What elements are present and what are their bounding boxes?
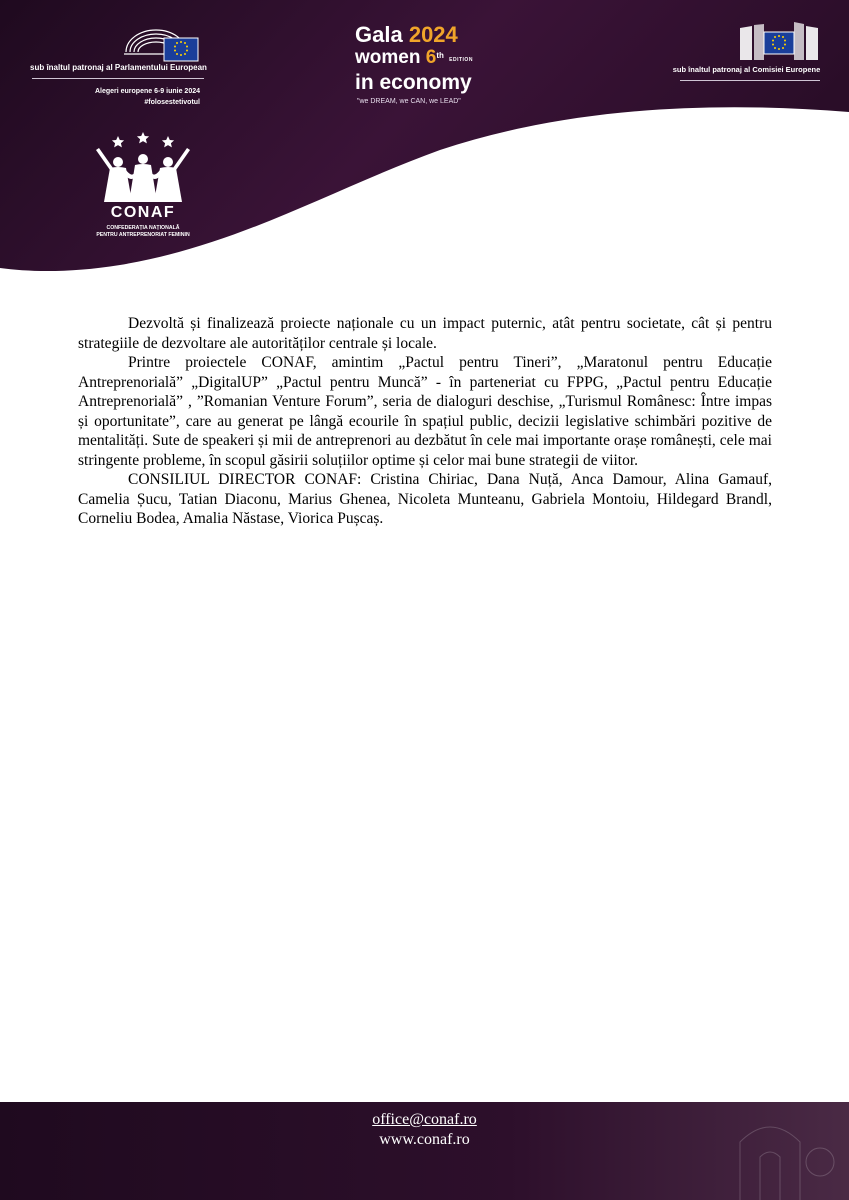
ep-hashtag: #folosestetivotul [144,99,200,106]
european-commission-logo [738,20,820,62]
page-footer [0,1102,849,1200]
conaf-women-logo [88,126,198,206]
conaf-full-line1: CONFEDERAȚIA NAȚIONALĂ [106,225,180,231]
gala-women: women [355,47,421,68]
conaf-name: CONAF [110,204,176,221]
european-parliament-logo [120,18,202,63]
gala-year: 2024 [408,22,458,47]
ep-patronage-text: sub înaltul patronaj al Parlamentului European [30,63,207,72]
ep-divider [32,78,204,79]
gala-word: Gala [355,22,403,47]
ep-elections-block [60,86,200,108]
conaf-full-line2: PENTRU ANTREPRENORIAT FEMININ [96,232,190,238]
gala-logo [355,22,505,105]
conaf-full-name [78,225,208,239]
ec-divider [680,80,820,81]
gala-economy: in economy [355,71,472,94]
gala-edition-suffix: th [436,51,444,60]
paragraph-projects-list: Printre proiectele CONAF, amintim „Pactul pentru Tineri”, „Maratonul pentru Educație Antreprenorială” „DigitalUP” „Pactul pentru Muncă” - în parteneriat cu FPPG, „Pactul pentru Educație Antreprenorială” , ”Romanian Venture Forum”, seria de dialoguri deschise, „Turismul Românesc: Între impas și oportunitate”, care au generat pe lângă ecourile în spațiul public, decizii legislative schimbări pozitive de mentalități. Sute de speakeri și mii de antreprenori au dezbătut în cele mai importante orașe românești, cele mai stringente probleme, în scopul găsirii soluțiilor optime și celor mai bune strategii de viitor. [78,354,772,469]
paragraph-projects-impact: Dezvoltă și finalizează proiecte naționale cu un impact puternic, atât pentru societate, cât și pentru strategiile de dezvoltare ale autorităților centrale și locale. [78,315,772,352]
footer-email-link[interactable]: office@conaf.ro [372,1111,477,1128]
document-body [78,314,772,529]
ep-elections-text: Alegeri europene 6-9 iunie 2024 [94,88,200,95]
gala-edition-number: 6 [425,47,437,68]
paragraph-board-of-directors: CONSILIUL DIRECTOR CONAF: Cristina Chiriac, Dana Nuță, Anca Damour, Alina Gamauf, Camelia Șucu, Tatian Diaconu, Marius Ghenea, Nicoleta Munteanu, Gabriela Montoiu, Hildegard Brandl, Corneliu Bodea, Amalia Năstase, Viorica Pușcaș. [78,471,772,527]
ec-patronage-text: sub înaltul patronaj al Comisiei Europene [672,65,821,74]
page-header [0,0,849,275]
gala-edition-word: EDITION [449,57,473,63]
footer-website[interactable]: www.conaf.ro [379,1131,470,1148]
gala-tagline: "we DREAM, we CAN, we LEAD" [357,98,461,105]
